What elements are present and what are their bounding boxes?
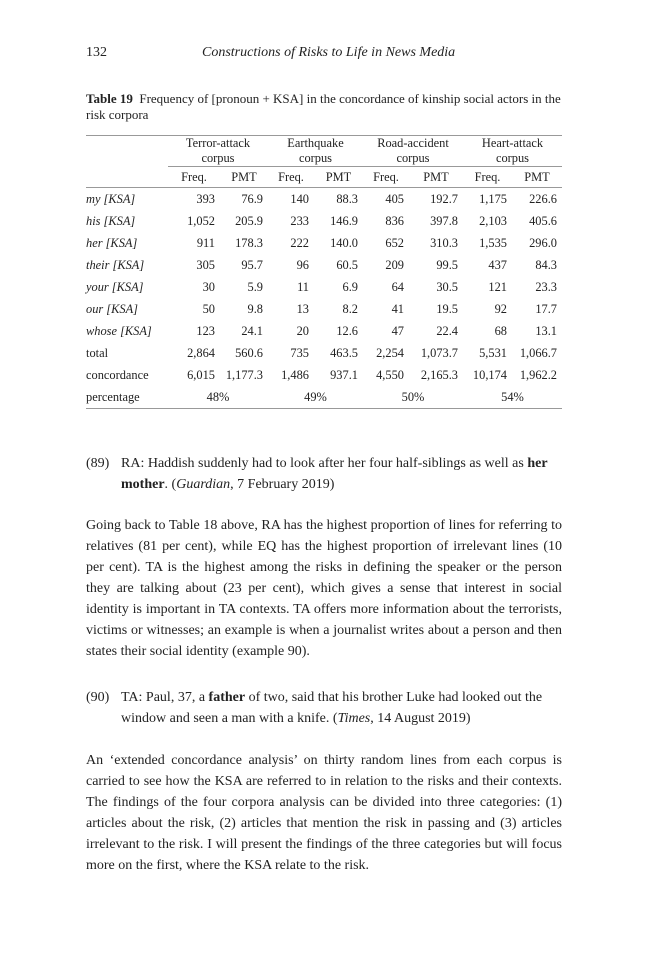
page-number: 132 (86, 45, 107, 60)
freq-cell: 4,550 (376, 367, 404, 382)
percentage-cell: 50% (363, 386, 463, 409)
pmt-cell: 13.1 (535, 323, 557, 338)
freq-cell: 836 (385, 213, 404, 228)
pmt-cell: 560.6 (235, 345, 263, 360)
pmt-cell: 23.3 (535, 279, 557, 294)
percentage-cell: 48% (168, 386, 268, 409)
group-header-earthquake (268, 136, 363, 167)
pmt-cell: 88.3 (336, 191, 358, 206)
table-row (86, 232, 562, 254)
example-text-part: , 14 August 2019) (370, 711, 471, 726)
group-header-line2: corpus (495, 151, 530, 165)
pmt-cell: 99.5 (436, 257, 458, 272)
group-header-line1: Road-accident (377, 136, 449, 150)
freq-cell: 233 (290, 213, 309, 228)
pmt-cell: 1,177.3 (225, 367, 263, 382)
subheader-blank (86, 167, 168, 188)
freq-cell: 305 (196, 257, 215, 272)
freq-cell: 437 (488, 257, 507, 272)
example-bold-term: father (208, 690, 246, 705)
freq-cell: 20 (296, 323, 309, 338)
subheader-pmt: PMT (220, 167, 268, 188)
pmt-cell: 1,066.7 (519, 345, 557, 360)
row-label: my [KSA] (86, 191, 136, 206)
freq-cell: 5,531 (479, 345, 507, 360)
body-paragraph-1: Going back to Table 18 above, RA has the highest proportion of lines for referring to relatives (81 per cent), while EQ has the highest proportion of irrelevant lines (10 per cent). TA is the highest among the risks in defining the speaker or the person they are talking about (23 per cent), which gives a sense that interest in social identity is important in TA contexts. TA offers more information about the terrorists, victims or witnesses; an example is when a journalist writes about a person and then states their social identity (example 90). (86, 518, 562, 659)
subheader-pmt: PMT (512, 167, 562, 188)
example-bold-term: her mother (121, 456, 548, 492)
freq-cell: 2,103 (479, 213, 507, 228)
pmt-cell: 1,073.7 (420, 345, 458, 360)
freq-cell: 1,486 (281, 367, 309, 382)
freq-cell: 2,254 (376, 345, 404, 360)
table-row (86, 276, 562, 298)
pmt-cell: 205.9 (235, 213, 263, 228)
pmt-cell: 17.7 (535, 301, 557, 316)
pmt-cell: 76.9 (241, 191, 263, 206)
table-caption-label: Table 19 (86, 91, 133, 106)
row-label: our [KSA] (86, 301, 138, 316)
row-label: his [KSA] (86, 213, 136, 228)
freq-cell: 209 (385, 257, 404, 272)
row-label: total (86, 345, 109, 360)
pmt-cell: 140.0 (330, 235, 358, 250)
example-text-part: . ( (164, 477, 177, 492)
freq-cell: 10,174 (472, 367, 507, 382)
freq-cell: 50 (202, 301, 215, 316)
table-row (86, 210, 562, 232)
pmt-cell: 30.5 (436, 279, 458, 294)
group-header-terror-attack (168, 136, 268, 167)
pmt-cell: 463.5 (330, 345, 358, 360)
freq-cell: 1,175 (479, 191, 507, 206)
example-90 (86, 687, 562, 729)
example-text-part: RA: Haddish suddenly had to look after her four half-siblings as well as (121, 456, 528, 471)
table-row (86, 320, 562, 342)
pmt-cell: 310.3 (430, 235, 458, 250)
pmt-cell: 12.6 (336, 323, 358, 338)
example-source: Guardian (176, 477, 231, 492)
freq-cell: 1,052 (187, 213, 215, 228)
pmt-cell: 9.8 (247, 301, 263, 316)
freq-cell: 735 (290, 345, 309, 360)
group-header-line2: corpus (298, 151, 333, 165)
pmt-cell: 6.9 (342, 279, 358, 294)
pmt-cell: 22.4 (436, 323, 458, 338)
row-label: concordance (86, 367, 149, 382)
row-label: percentage (86, 386, 168, 409)
pmt-cell: 19.5 (436, 301, 458, 316)
example-text (121, 453, 562, 495)
freq-cell: 68 (494, 323, 507, 338)
pmt-cell: 24.1 (241, 323, 263, 338)
freq-cell: 911 (196, 235, 215, 250)
example-text (121, 687, 562, 729)
freq-cell: 6,015 (187, 367, 215, 382)
row-label: your [KSA] (86, 279, 144, 294)
pmt-cell: 937.1 (330, 367, 358, 382)
example-89 (86, 453, 562, 495)
freq-cell: 1,535 (479, 235, 507, 250)
table-row (86, 298, 562, 320)
example-text-part: , 7 February 2019) (230, 477, 335, 492)
example-text-part: TA: Paul, 37, a (121, 690, 209, 705)
pmt-cell: 226.6 (529, 191, 557, 206)
frequency-table (86, 135, 562, 409)
pmt-cell: 397.8 (430, 213, 458, 228)
table-subheader-row (86, 167, 562, 188)
table-row (86, 254, 562, 276)
table-row (86, 342, 562, 364)
subheader-freq: Freq. (268, 167, 314, 188)
freq-cell: 222 (290, 235, 309, 250)
group-header-line1: Heart-attack (481, 136, 544, 150)
group-header-line1: Earthquake (287, 136, 344, 150)
example-source: Times (337, 711, 371, 726)
group-header-heart-attack (463, 136, 562, 167)
pmt-cell: 95.7 (241, 257, 263, 272)
group-header-line1: Terror-attack (185, 136, 251, 150)
example-number: (90) (86, 690, 110, 705)
freq-cell: 41 (391, 301, 404, 316)
freq-cell: 11 (297, 279, 309, 294)
subheader-freq: Freq. (168, 167, 220, 188)
subheader-pmt: PMT (409, 167, 463, 188)
page-header (86, 45, 562, 65)
example-text-part: of two, said that his brother Luke had looked out the window and seen a man with a knife. ( (121, 690, 543, 726)
table-row (86, 188, 562, 211)
group-header-line2: corpus (396, 151, 430, 165)
pmt-cell: 8.2 (342, 301, 358, 316)
freq-cell: 2,864 (187, 345, 215, 360)
table-corner-cell (86, 136, 168, 167)
freq-cell: 405 (385, 191, 404, 206)
row-label: her [KSA] (86, 235, 138, 250)
percentage-cell: 54% (463, 386, 562, 409)
group-header-road-accident (363, 136, 463, 167)
freq-cell: 47 (391, 323, 404, 338)
freq-cell: 652 (385, 235, 404, 250)
table-row (86, 364, 562, 386)
freq-cell: 123 (196, 323, 215, 338)
table-body (86, 188, 562, 409)
pmt-cell: 146.9 (330, 213, 358, 228)
pmt-cell: 192.7 (430, 191, 458, 206)
table-group-header-row (86, 136, 562, 167)
pmt-cell: 2,165.3 (420, 367, 458, 382)
freq-cell: 30 (202, 279, 215, 294)
freq-cell: 393 (196, 191, 215, 206)
subheader-freq: Freq. (363, 167, 409, 188)
subheader-pmt: PMT (314, 167, 363, 188)
pmt-cell: 1,962.2 (519, 367, 557, 382)
pmt-cell: 296.0 (529, 235, 557, 250)
pmt-cell: 84.3 (535, 257, 557, 272)
row-label: their [KSA] (86, 257, 145, 272)
percentage-cell: 49% (268, 386, 363, 409)
freq-cell: 96 (296, 257, 309, 272)
pmt-cell: 178.3 (235, 235, 263, 250)
row-label: whose [KSA] (86, 323, 152, 338)
table-caption-text: Frequency of [pronoun + KSA] in the concordance of kinship social actors in the risk corpora (86, 91, 561, 122)
pmt-cell: 5.9 (247, 279, 263, 294)
pmt-cell: 60.5 (336, 257, 358, 272)
body-paragraph-2: An ‘extended concordance analysis’ on thirty random lines from each corpus is carried to see how the KSA are referred to in relation to the risks and their contexts. The findings of the four corpora analysis can be divided into three categories: (1) articles about the risk, (2) articles that mention the risk in passing and (3) articles irrelevant to the risk. I will present the findings of the three categories but will focus more on the first, where the KSA relate to the risk. (86, 753, 562, 873)
running-title: Constructions of Risks to Life in News Media (202, 45, 456, 60)
freq-cell: 13 (296, 301, 309, 316)
example-number: (89) (86, 456, 110, 471)
freq-cell: 64 (391, 279, 404, 294)
freq-cell: 92 (494, 301, 507, 316)
subheader-freq: Freq. (463, 167, 512, 188)
group-header-line2: corpus (201, 151, 235, 165)
table-caption (86, 91, 562, 123)
freq-cell: 140 (290, 191, 309, 206)
pmt-cell: 405.6 (529, 213, 557, 228)
freq-cell: 121 (488, 279, 507, 294)
table-row-percentage (86, 386, 562, 409)
